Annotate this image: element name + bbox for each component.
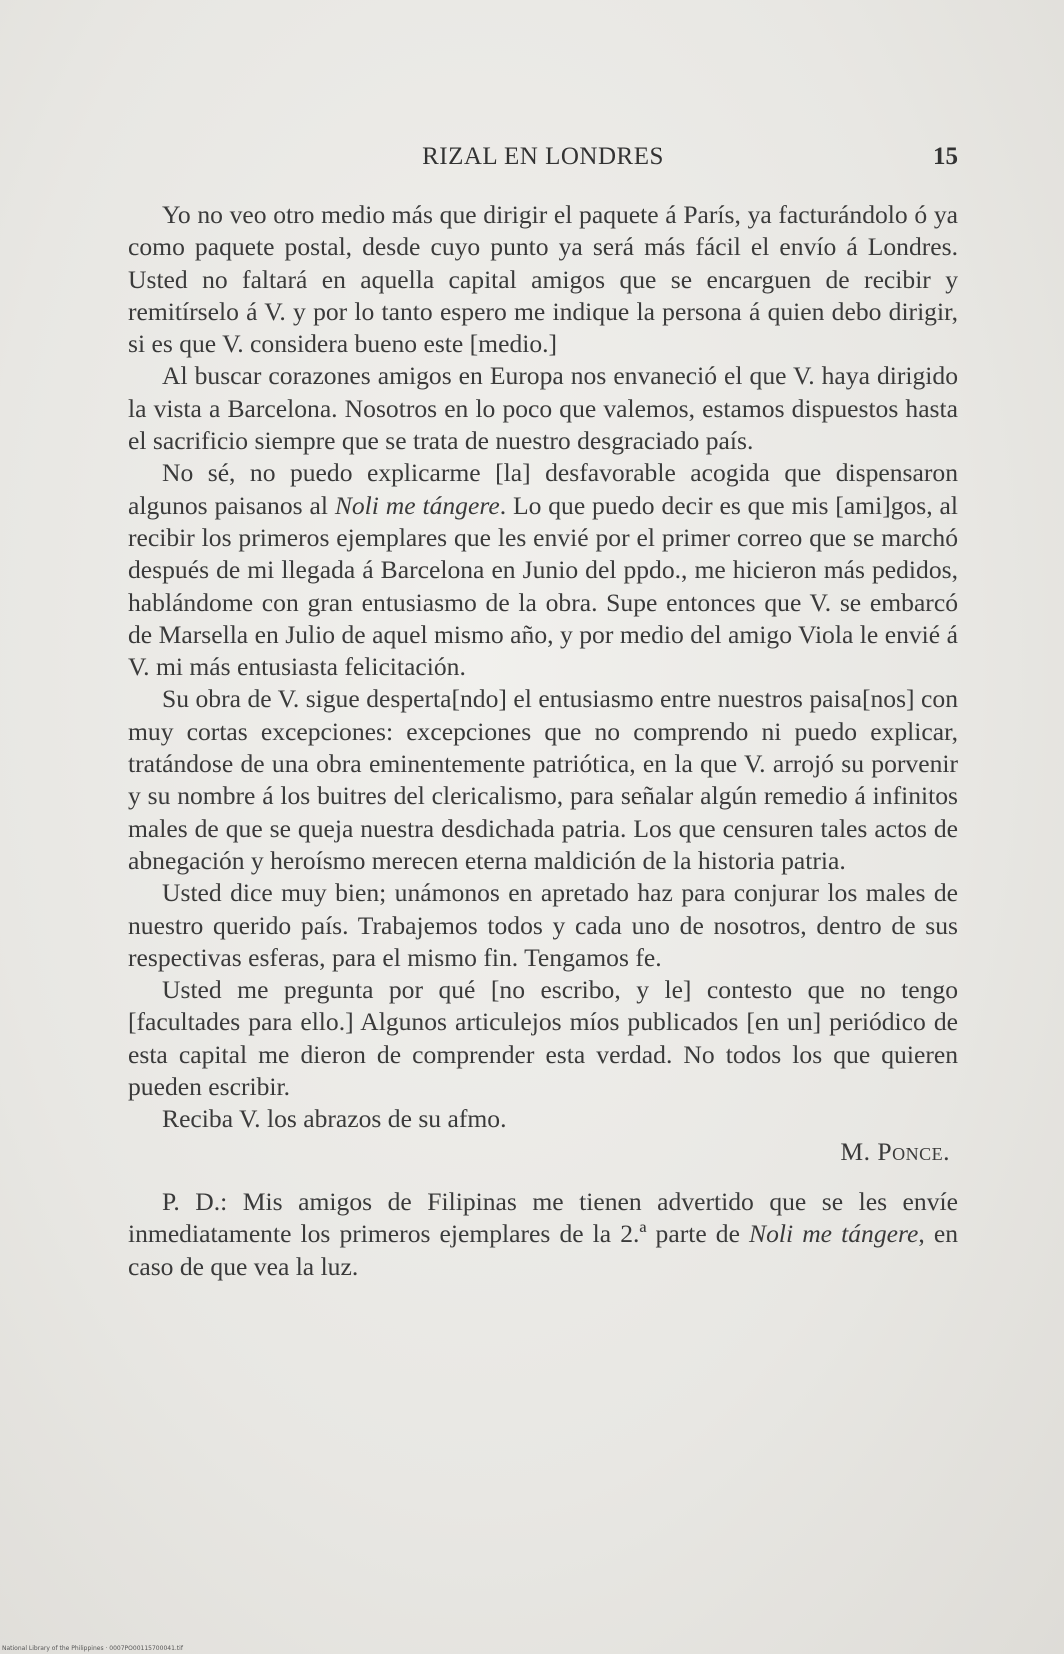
paragraph-6: Usted me pregunta por qué [no escribo, y le] contesto que no tengo [facultades para ello.] Algunos articulejos míos publicados [en un] periódico de esta capital me dieron de comprender esta verdad. No todos los que quieren pueden escribir. — [128, 975, 958, 1102]
running-title: RIZAL EN LONDRES — [422, 143, 664, 170]
letter-body — [128, 199, 958, 1283]
paragraph-3 — [128, 457, 958, 683]
running-head — [128, 143, 958, 175]
postscript — [128, 1186, 958, 1283]
postscript-text-before: P. D.: Mis amigos de Filipinas me tienen advertido que se les envíe inmediatamente los primeros ejemplares de la 2.ª parte de — [128, 1186, 958, 1249]
postscript-book-title: Noli me tángere — [749, 1219, 919, 1249]
scan-footer: National Library of the Philippines · 0007PO00115700041.tif — [2, 1645, 183, 1652]
paragraph-2: Al buscar corazones amigos en Europa nos envaneció el que V. haya dirigido la vista a Barcelona. Nosotros en lo poco que valemos, estamos dispuestos hasta el sacrificio siempre que se trata de nuestro desgraciado país. — [128, 361, 958, 456]
book-title: Noli me tángere — [334, 490, 500, 520]
page-number: 15 — [933, 143, 958, 170]
paragraph-3-text-after: . Lo que puedo decir es que mis [ami]gos, al recibir los primeros ejemplares que les envié por el primer correo que se marchó después de mi llegada á Barcelona en Junio del ppdo., me hicieron más pedidos, hablándome con gran entusiasmo de la obra. Supe entonces que V. se embarcó de Marsella en Julio de aquel mismo año, y por medio del amigo Viola le envié á V. mi más entusiasta felicitación. — [128, 490, 958, 682]
paragraph-7: Reciba V. los abrazos de su afmo. — [162, 1104, 507, 1134]
postscript-text-after: , en caso de que vea la luz. — [128, 1219, 958, 1281]
paragraph-1: Yo no veo otro medio más que dirigir el paquete á París, ya facturándolo ó ya como paquete postal, desde cuyo punto ya será más fácil el envío á Londres. Usted no faltará en aquella capital amigos que se encarguen de recibir y remitírselo á V. y por lo tanto espero me indique la persona á quien debo dirigir, si es que V. considera bueno este [medio.] — [128, 200, 958, 359]
paragraph-4: Su obra de V. sigue desperta[ndo] el entusiasmo entre nuestros paisa[nos] con muy cortas excepciones: excepciones que no comprendo ni puedo explicar, tratándose de una obra eminentemente patriótica, en la que V. arrojó su porvenir y su nombre á los buitres del clericalismo, para señalar algún remedio á infinitos males de que se queja nuestra desdichada patria. Los que censuren tales actos de abnegación y heroísmo merecen eterna maldición de la historia patria. — [128, 684, 958, 875]
paragraph-5: Usted dice muy bien; unámonos en apretado haz para conjurar los males de nuestro querido país. Trabajemos todos y cada uno de nosotros, dentro de sus respectivas esferas, para el mismo fin. Tengamos fe. — [128, 878, 958, 972]
signature: M. Ponce. — [840, 1136, 950, 1166]
paragraph-3-text-before: No sé, no puedo explicarme [la] desfavorable acogida que dispensaron algunos paisanos al — [128, 458, 958, 520]
